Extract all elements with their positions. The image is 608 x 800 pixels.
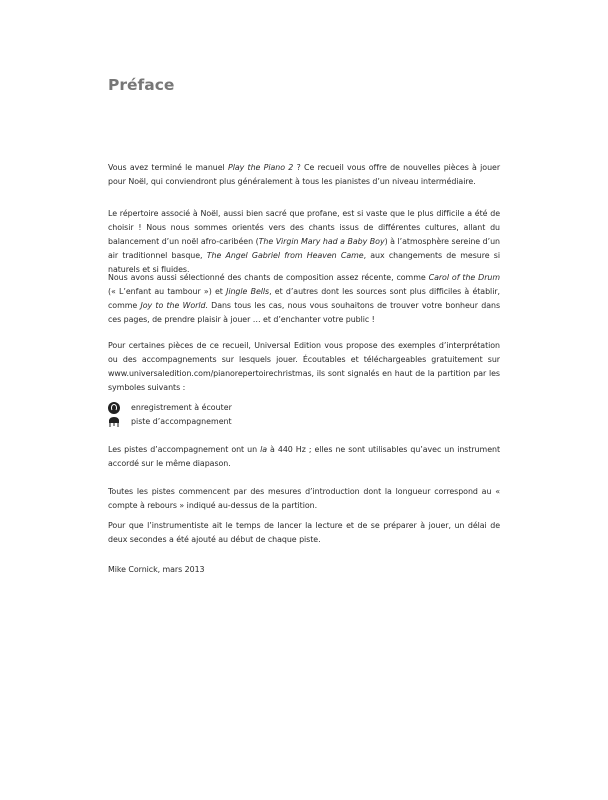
text: ) à l’atmosphère sereine d’un air traditionnel basque, bbox=[108, 237, 500, 260]
paragraph-delay: Pour que l’instrumentiste ait le temps de lancer la lecture et de se préparer à jouer, un délai de deux secondes a été ajouté au début de chaque piste. bbox=[108, 521, 500, 544]
paragraph-tuning bbox=[108, 443, 500, 471]
text: Les pistes d’accompagnement ont un bbox=[108, 445, 261, 454]
symbol-label: piste d’accompagnement bbox=[131, 417, 232, 426]
text: Le répertoire associé à Noël, aussi bien sacré que profane, est si vaste que le plus difficile a été de choisir ! Nous nous sommes orientés vers des chants issus de différentes cultures, allant du balancement d’un noël afro-caribéen ( bbox=[108, 209, 500, 246]
text: ? Ce recueil vous offre de nouvelles pièces à jouer pour Noël, qui conviendront plus généralement à tous les pianistes d’un niveau intermédiaire. bbox=[108, 163, 501, 186]
song-title: Jingle Bells bbox=[226, 287, 270, 296]
text: . Dans tous les cas, nous vous souhaitons de trouver votre bonheur dans ces pages, de prendre plaisir à jouer … et d’enchanter votre public ! bbox=[108, 301, 500, 324]
page-title: Préface bbox=[108, 76, 175, 94]
book-title: Play the Piano 2 bbox=[227, 163, 294, 172]
text: Vous avez terminé le manuel bbox=[108, 163, 228, 172]
text: , aux changements de mesure si naturels et si fluides. bbox=[108, 251, 500, 274]
song-title: The Angel Gabriel from Heaven Came bbox=[206, 251, 364, 260]
symbol-row bbox=[108, 401, 232, 415]
text: Nous avons aussi sélectionné des chants de composition assez récente, comme bbox=[108, 273, 429, 282]
paragraph-online: Pour certaines pièces de ce recueil, Universal Edition vous propose des exemples d’interprétation ou des accompagnements sur lesquels jouer. Écoutables et téléchargeables gratuitement sur www.universaledition.com/pianorepertoirechristmas, ils sont signalés en haut de la partition par les symboles suivants : bbox=[108, 341, 500, 392]
symbol-row bbox=[108, 415, 232, 429]
symbol-label: enregistrement à écouter bbox=[131, 403, 232, 412]
piano-icon bbox=[108, 416, 120, 428]
song-title: The Virgin Mary had a Baby Boy bbox=[258, 237, 385, 246]
ear-icon bbox=[108, 402, 120, 414]
song-title: Joy to the World bbox=[140, 301, 206, 310]
paragraph-repertoire bbox=[108, 207, 500, 277]
text: (« L’enfant au tambour ») et bbox=[108, 287, 227, 296]
paragraph-intro-measures: Toutes les pistes commencent par des mesures d’introduction dont la longueur correspond au « compte à rebours » indiqué au-dessus de la partition. bbox=[108, 487, 500, 510]
signature: Mike Cornick, mars 2013 bbox=[108, 565, 205, 574]
paragraph-selection bbox=[108, 271, 500, 327]
symbol-legend bbox=[108, 401, 232, 429]
song-title: Carol of the Drum bbox=[428, 273, 500, 282]
text: à 440 Hz ; elles ne sont utilisables qu’avec un instrument accordé sur le même diapason. bbox=[108, 445, 500, 468]
text: , et d’autres dont les sources sont plus difficiles à établir, comme bbox=[108, 287, 500, 310]
note-name: la bbox=[260, 445, 268, 454]
paragraph-intro bbox=[108, 161, 500, 189]
